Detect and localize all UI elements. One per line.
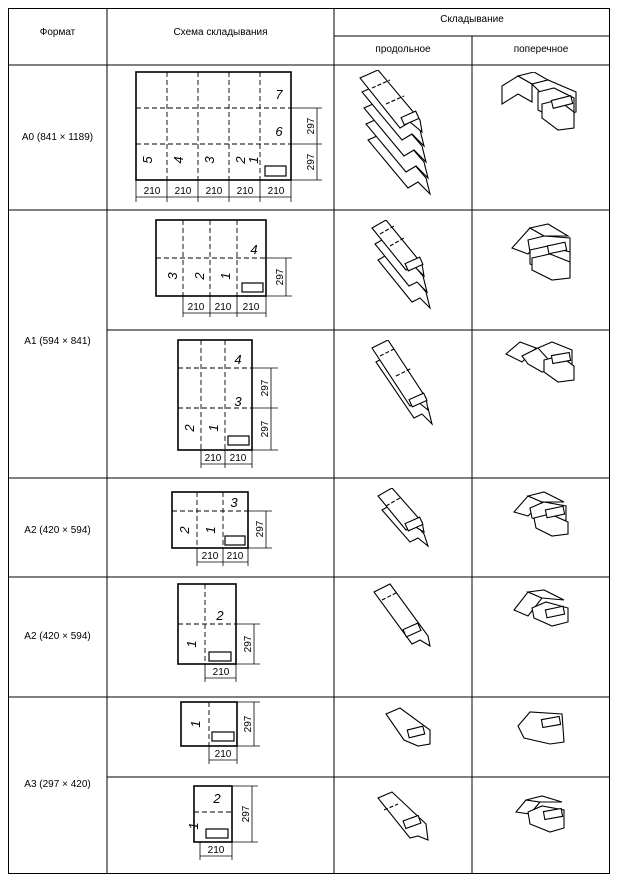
dim-height: 297 [255, 520, 266, 538]
dim-width: 210 [226, 551, 244, 562]
header-longitudinal: продольное [375, 44, 431, 55]
panel-number: 6 [275, 124, 283, 139]
longitudinal-fold-a1-second [368, 340, 444, 432]
panel-number: 5 [140, 156, 155, 164]
transverse-fold-a1-first [508, 222, 584, 282]
panel-number: 4 [234, 352, 242, 367]
scheme-a3-second [186, 782, 266, 864]
header-scheme: Схема складывания [173, 27, 268, 38]
dim-height: 297 [306, 117, 317, 135]
dim-height: 297 [243, 715, 254, 733]
dim-width: 210 [187, 302, 205, 313]
panel-number: 1 [184, 640, 199, 648]
transverse-fold-a0 [498, 72, 588, 136]
panel-number: 3 [234, 394, 242, 409]
transverse-fold-a3-second [512, 792, 572, 838]
longitudinal-fold-a3-first [382, 706, 438, 750]
longitudinal-fold-a2-first [374, 488, 440, 552]
dim-width: 210 [214, 749, 232, 760]
dim-width: 210 [229, 453, 247, 464]
scheme-a1-second [174, 336, 284, 470]
panel-number: 2 [182, 424, 197, 432]
dim-width: 210 [174, 186, 192, 197]
longitudinal-fold-a1-first [368, 220, 444, 312]
panel-number: 4 [171, 156, 186, 164]
panel-number: 2 [213, 791, 221, 806]
panel-number: 2 [216, 608, 224, 623]
header-transverse: поперечное [513, 44, 569, 55]
dim-width: 210 [207, 845, 225, 856]
format-a0: А0 (841 × 1189) [21, 132, 94, 143]
dim-width: 210 [204, 453, 222, 464]
dim-width: 210 [242, 302, 260, 313]
panel-number: 1 [206, 424, 221, 432]
panel-number: 3 [165, 272, 180, 280]
panel-number: 2 [192, 272, 207, 280]
panel-number: 4 [250, 242, 258, 257]
panel-number: 7 [275, 87, 283, 102]
panel-number: 3 [202, 156, 217, 164]
longitudinal-fold-a3-second [374, 790, 438, 846]
scheme-a2-first [168, 488, 278, 568]
panel-number: 1 [203, 526, 218, 534]
dim-width: 210 [267, 186, 285, 197]
transverse-fold-a1-second [502, 338, 584, 386]
header-folding: Складывание [440, 14, 504, 25]
dim-width: 210 [212, 667, 230, 678]
dim-width: 210 [214, 302, 232, 313]
dim-height: 297 [260, 379, 271, 397]
panel-number: 1 [188, 720, 203, 728]
panel-number: 1 [218, 272, 233, 280]
scheme-a2-second [174, 580, 264, 684]
longitudinal-fold-a2-second [370, 582, 440, 648]
panel-number: 1 [186, 822, 201, 830]
format-a2-first: А2 (420 × 594) [24, 525, 91, 536]
header-format: Формат [39, 27, 76, 38]
scheme-a0 [132, 68, 328, 208]
panel-number: 2 [233, 156, 248, 164]
scheme-a1-first [152, 216, 302, 322]
dim-width: 210 [201, 551, 219, 562]
panel-number: 1 [246, 156, 261, 164]
dim-height: 297 [241, 805, 252, 823]
dim-height: 297 [260, 420, 271, 438]
format-a2-second: А2 (420 × 594) [24, 631, 91, 642]
dim-width: 210 [236, 186, 254, 197]
format-a3: А3 (297 × 420) [24, 779, 91, 790]
transverse-fold-a2-second [510, 588, 580, 628]
format-a1: А1 (594 × 841) [24, 336, 91, 347]
dim-height: 297 [243, 635, 254, 653]
dim-width: 210 [143, 186, 161, 197]
dim-height: 297 [275, 268, 286, 286]
transverse-fold-a3-first [514, 704, 572, 750]
panel-number: 2 [177, 526, 192, 534]
scheme-a3-first [176, 698, 266, 770]
dim-height: 297 [306, 153, 317, 171]
dim-width: 210 [205, 186, 223, 197]
panel-number: 3 [230, 495, 238, 510]
transverse-fold-a2-first [510, 490, 580, 540]
longitudinal-fold-a0 [358, 70, 448, 198]
